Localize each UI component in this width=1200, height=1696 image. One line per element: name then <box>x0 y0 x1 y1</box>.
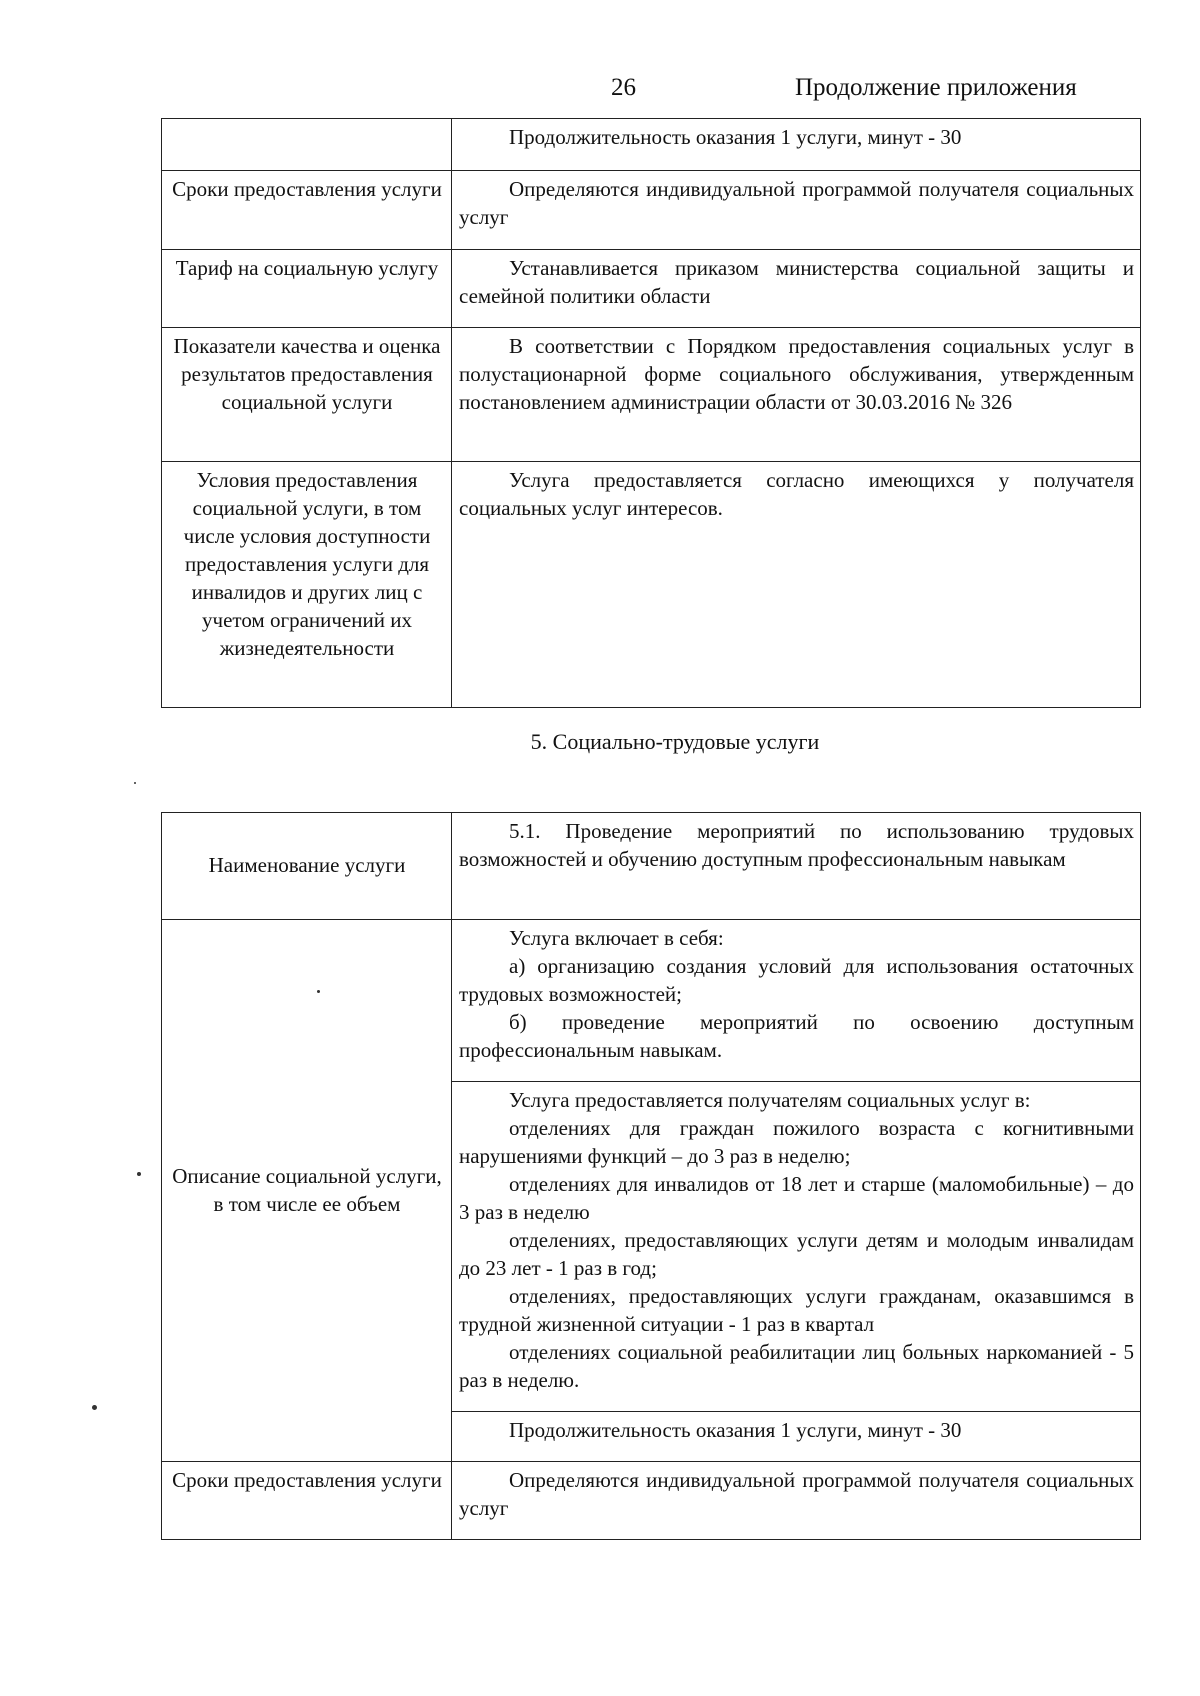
row-value <box>452 462 1141 708</box>
scan-speck <box>137 1172 141 1176</box>
quality-text: В соответствии с Порядком предоставления социальных услуг в полустационарной форме социального обслуживания, утвержденным постановлением администрации области от 30.03.2016 № 326 <box>459 334 1134 414</box>
row-label: Сроки предоставления услуги <box>162 1462 452 1540</box>
row-label: Условия предоставления социальной услуги, в том числе условия доступности предоставления услуги для инвалидов и других лиц с учетом ограничений их жизнедеятельности <box>162 462 452 708</box>
service-name-text: 5.1. Проведение мероприятий по использованию трудовых возможностей и обучению доступным профессиональным навыкам <box>459 819 1134 871</box>
list-item: отделениях, предоставляющих услуги детям и молодым инвалидам до 23 лет - 1 раз в год; <box>459 1228 1134 1280</box>
scan-speck <box>92 1405 97 1410</box>
provided-intro: Услуга предоставляется получателям социальных услуг в: <box>509 1088 1031 1112</box>
duration-text: Продолжительность оказания 1 услуги, минут - 30 <box>509 125 962 149</box>
table-row <box>162 920 1141 1082</box>
continuation-heading: Продолжение приложения <box>795 74 1077 101</box>
table-row <box>162 119 1141 171</box>
row-value <box>452 171 1141 250</box>
row-value <box>452 813 1141 920</box>
row-value <box>452 250 1141 328</box>
list-item: отделениях, предоставляющих услуги гражданам, оказавшимся в трудной жизненной ситуации - 1 раз в квартал <box>459 1284 1134 1336</box>
services-table-continued <box>161 118 1141 708</box>
table-row <box>162 328 1141 462</box>
includes-intro: Услуга включает в себя: <box>509 926 724 950</box>
conditions-text: Услуга предоставляется согласно имеющихся у получателя социальных услуг интересов. <box>459 468 1134 520</box>
list-item: отделениях социальной реабилитации лиц больных наркоманией - 5 раз в неделю. <box>459 1340 1134 1392</box>
row-value <box>452 119 1141 171</box>
table-row <box>162 1462 1141 1540</box>
terms-text: Определяются индивидуальной программой получателя социальных услуг <box>459 1468 1134 1520</box>
page-number: 26 <box>611 74 636 101</box>
row-label: Наименование услуги <box>162 813 452 920</box>
table-row <box>162 250 1141 328</box>
row-label: Сроки предоставления услуги <box>162 171 452 250</box>
row-value <box>452 328 1141 462</box>
row-label-empty <box>162 119 452 171</box>
row-label: Тариф на социальную услугу <box>162 250 452 328</box>
row-value <box>452 1412 1141 1462</box>
duration-text: Продолжительность оказания 1 услуги, минут - 30 <box>509 1418 962 1442</box>
list-item: отделениях для инвалидов от 18 лет и старше (маломобильные) – до 3 раз в неделю <box>459 1172 1134 1224</box>
table-row <box>162 813 1141 920</box>
row-label: Описание социальной услуги, в том числе ее объем <box>162 920 452 1462</box>
scan-speck <box>134 782 136 784</box>
tariff-text: Устанавливается приказом министерства социальной защиты и семейной политики области <box>459 256 1134 308</box>
terms-text: Определяются индивидуальной программой получателя социальных услуг <box>459 177 1134 229</box>
section-title: 5. Социально-трудовые услуги <box>530 729 820 754</box>
social-labor-services-table <box>161 812 1141 1540</box>
list-item: отделениях для граждан пожилого возраста с когнитивными нарушениями функций – до 3 раз в неделю; <box>459 1116 1134 1168</box>
table-row <box>162 462 1141 708</box>
scan-speck <box>317 990 320 993</box>
table-row <box>162 171 1141 250</box>
provided-cell <box>452 1082 1141 1412</box>
row-value <box>452 1462 1141 1540</box>
row-label: Показатели качества и оценка результатов предоставления социальной услуги <box>162 328 452 462</box>
list-item: а) организацию создания условий для использования остаточных трудовых возможностей; <box>459 954 1134 1006</box>
includes-cell <box>452 920 1141 1082</box>
list-item: б) проведение мероприятий по освоению доступным профессиональным навыкам. <box>459 1010 1134 1062</box>
